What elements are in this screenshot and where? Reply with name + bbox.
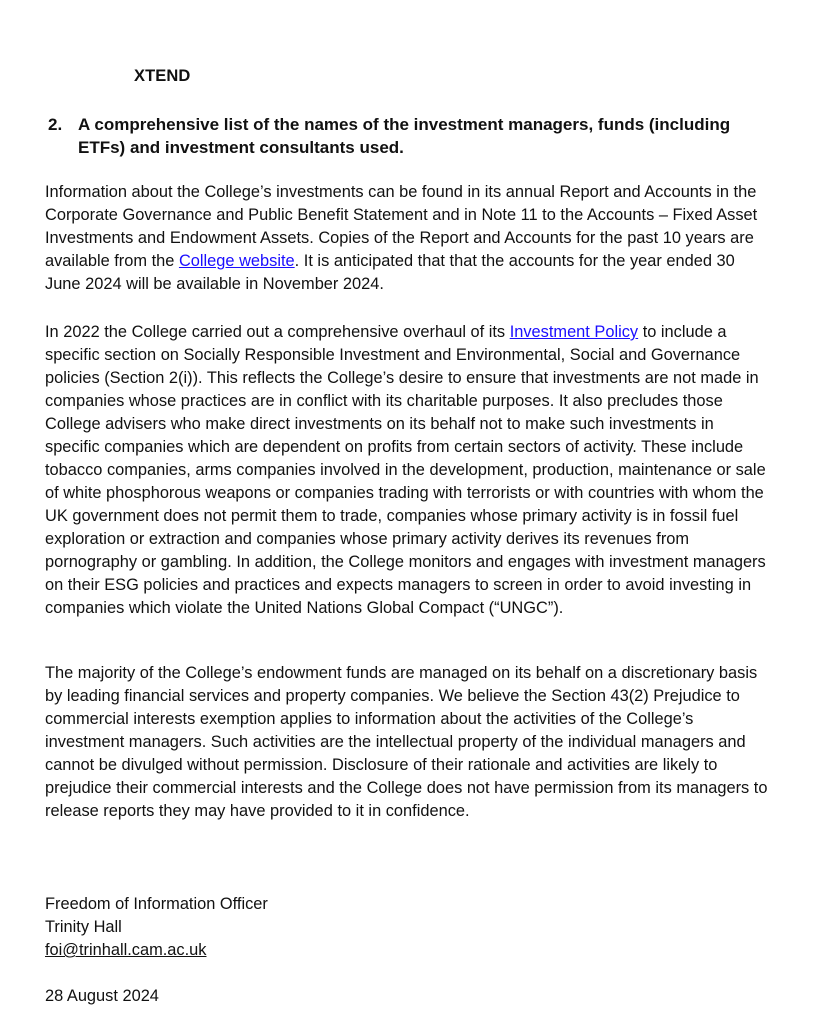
section-label: XTEND <box>134 67 191 85</box>
paragraph-text: . It is anticipated that that the accounts for the year ended 30 June 2024 will be available in November 2024. <box>45 252 735 293</box>
email-link[interactable]: foi@trinhall.cam.ac.uk <box>45 941 207 959</box>
college-website-link[interactable]: College website <box>178 252 295 270</box>
question-heading <box>48 113 768 159</box>
signature-title: Freedom of Information Officer <box>45 895 268 913</box>
signature-block <box>45 893 268 962</box>
paragraph-investment-policy <box>45 321 770 620</box>
paragraph-text: to include a specific section on Socially Responsible Investment and Environmental, Social and Governance policies (Section 2(i)). This reflects the College’s desire to ensure that investments are not made in companies whose practices are in conflict with its charitable purposes. It also precludes those College advisers who make direct investments on its behalf not to make such investments in specific companies which are dependent on profits from certain sectors of activity. These include tobacco companies, arms companies involved in the development, production, maintenance or sale of white phosphorous weapons or companies trading with terrorists or with countries with whom the UK government does not permit them to trade, companies whose primary activity is in fossil fuel exploration or extraction and companies whose primary activity derives its revenues from pornography or gambling. In addition, the College monitors and engages with investment managers on their ESG policies and practices and expects managers to screen in order to avoid investing in companies which violate the United Nations Global Compact (“UNGC”). <box>45 323 766 617</box>
document-date: 28 August 2024 <box>45 987 159 1005</box>
question-number: 2. <box>48 115 63 134</box>
signature-organisation: Trinity Hall <box>45 918 122 936</box>
paragraph-report-and-accounts <box>45 181 770 296</box>
paragraph-exemption: The majority of the College’s endowment funds are managed on its behalf on a discretionary basis by leading financial services and property companies. We believe the Section 43(2) Prejudice to commercial interests exemption applies to information about the activities of the College’s investment managers. Such activities are the intellectual property of the individual managers and cannot be divulged without permission. Disclosure of their rationale and activities are likely to prejudice their commercial interests and the College does not have permission from its managers to release reports they may have provided to it in confidence. <box>45 664 768 820</box>
question-text: A comprehensive list of the names of the investment managers, funds (including ETFs) and investment consultants used. <box>78 115 731 157</box>
paragraph-text: In 2022 the College carried out a comprehensive overhaul of its <box>45 323 510 341</box>
investment-policy-link[interactable]: Investment Policy <box>509 323 639 341</box>
paragraph-text: Information about the College’s investments can be found in its annual Report and Accounts in the Corporate Governance and Public Benefit Statement and in Note 11 to the Accounts – Fixed Asset Investments and Endowment Assets. Copies of the Report and Accounts for the past 10 years are available from the <box>45 183 758 270</box>
